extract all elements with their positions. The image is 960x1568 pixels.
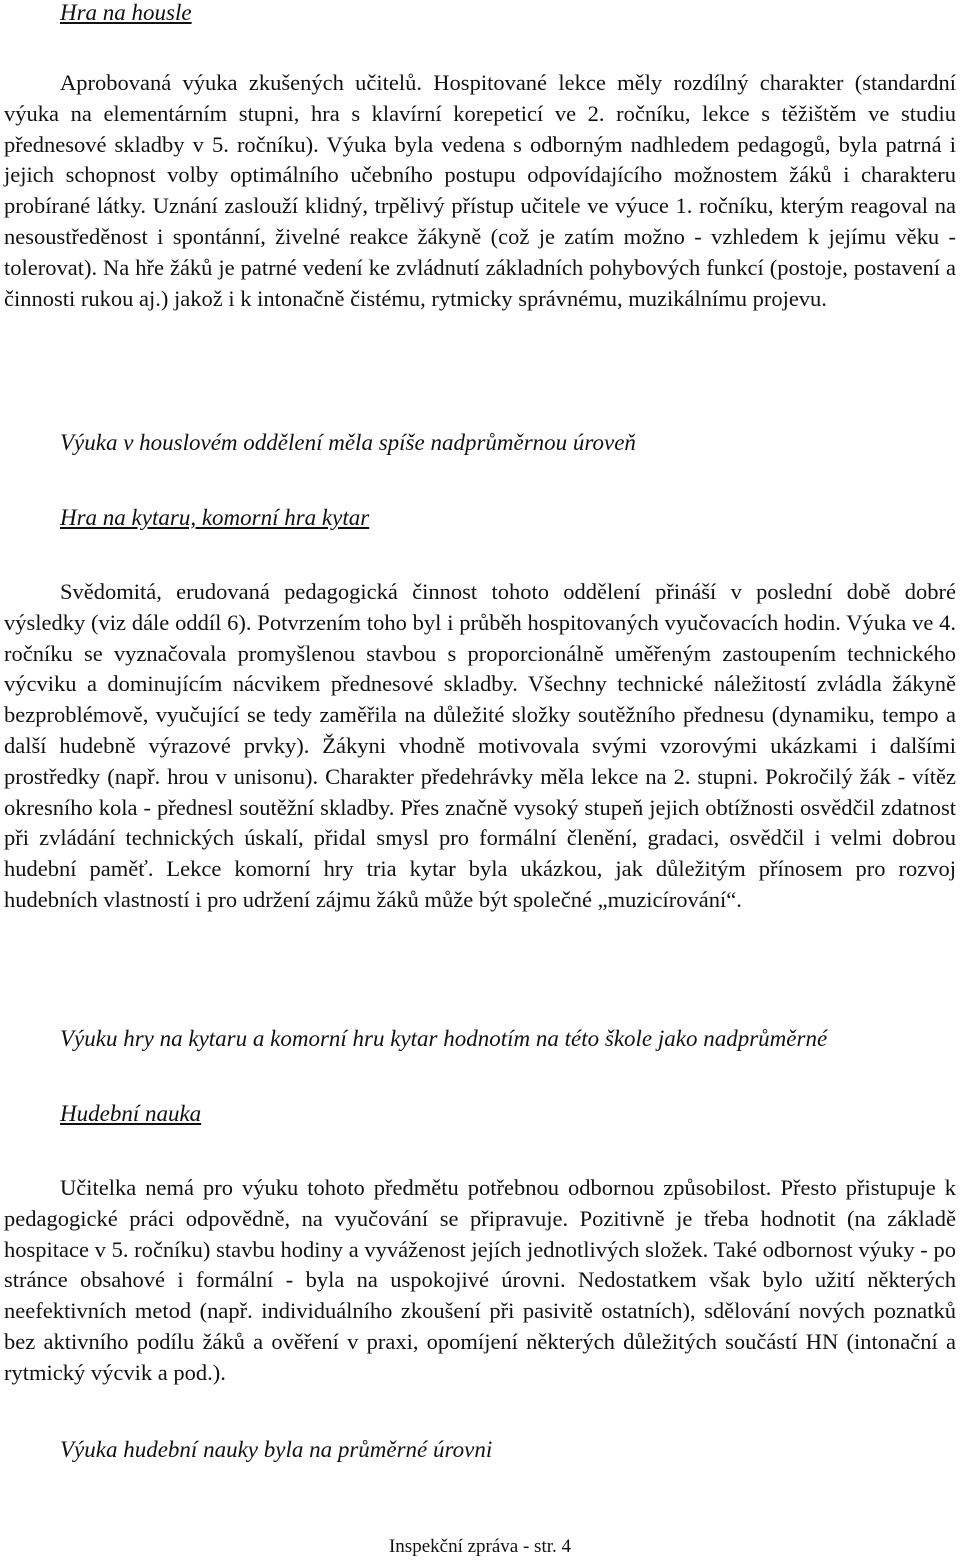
- section-paragraph-music-theory: [4, 1173, 956, 1389]
- section-verdict-violin: Výuka v houslovém oddělení měla spíše nadprůměrnou úroveň: [60, 430, 636, 455]
- section-heading-music-theory: Hudební nauka: [60, 1101, 202, 1126]
- section-paragraph-violin: [4, 68, 956, 314]
- section-paragraph-guitar: [4, 577, 956, 916]
- page-footer: Inspekční zpráva - str. 4: [388, 1536, 572, 1557]
- paragraph-text: Aprobovaná výuka zkušených učitelů. Hospitované lekce měly rozdílný charakter (standardní výuka na elementárním stupni, hra s klavírní korepeticí ve 2. ročníku, lekce s těžištěm ve studiu přednesové skladby v 5. ročníku). Výuka byla vedena s odborným nadhledem pedagogů, byla patrná i jejich schopnost volby optimálního učebního postupu odpovídajícího možnostem žáků i charakteru probírané látky. Uznání zaslouží klidný, trpělivý přístup učitele ve výuce 1. ročníku, kterým reagoval na nesoustředěnost i spontánní, živelné reakce žákyně (což je zatím možno - vzhledem k jejímu věku - tolerovat). Na hře žáků je patrné vedení ke zvládnutí základních pohybových funkcí (postoje, postavení a činnosti rukou aj.) jakož i k intonačně čistému, rytmicky správnému, muzikálnímu projevu.: [4, 70, 956, 311]
- section-heading-violin: Hra na housle: [60, 0, 192, 25]
- paragraph-text: Svědomitá, erudovaná pedagogická činnost tohoto oddělení přináší v poslední době dobré výsledky (viz dále oddíl 6). Potvrzením toho byl i průběh hospitovaných vyučovacích hodin. Výuka ve 4. ročníku se vyznačovala promyšlenou stavbou s proporcionálně uměřeným zastoupením technického výcviku a dominujícím nácvikem přednesové skladby. Všechny technické náležitostí zvládla žákyně bezproblémově, vyučující se tedy zaměřila na důležité složky soutěžního přednesu (dynamiku, tempo a další hudebně výrazové prvky). Žákyni vhodně motivovala svými vzorovými ukázkami i dalšími prostředky (např. hrou v unisonu). Charakter předehrávky měla lekce na 2. stupni. Pokročilý žák - vítěz okresního kola - přednesl soutěžní skladby. Přes značně vysoký stupeň jejich obtížnosti osvědčil zdatnost při zvládání technických úskalí, přidal smysl pro formální členění, gradaci, osvědčil i velmi dobrou hudební paměť. Lekce komorní hry tria kytar byla ukázkou, jak důležitým přínosem pro rozvoj hudebních vlastností i pro udržení zájmu žáků může být společné „muzicírování“.: [4, 579, 956, 912]
- section-heading-guitar: Hra na kytaru, komorní hra kytar: [60, 505, 370, 530]
- section-verdict-guitar: Výuku hry na kytaru a komorní hru kytar hodnotím na této škole jako nadprůměrné: [60, 1026, 828, 1051]
- section-verdict-music-theory: Výuka hudební nauky byla na průměrné úrovni: [60, 1437, 493, 1462]
- paragraph-text: Učitelka nemá pro výuku tohoto předmětu potřebnou odbornou způsobilost. Přesto přistupuje k pedagogické práci odpovědně, na vyučování se připravuje. Pozitivně je třeba hodnotit (na základě hospitace v 5. ročníku) stavbu hodiny a vyváženost jejích jednotlivých složek. Také odbornost výuky - po stránce obsahové i formální - byla na uspokojivé úrovni. Nedostatkem však bylo užití některých neefektivních metod (např. individuálního zkoušení při pasivitě ostatních), sdělování nových poznatků bez aktivního podílu žáků a ověření v praxi, opomíjení některých důležitých součástí HN (intonační a rytmický výcvik a pod.).: [4, 1175, 956, 1385]
